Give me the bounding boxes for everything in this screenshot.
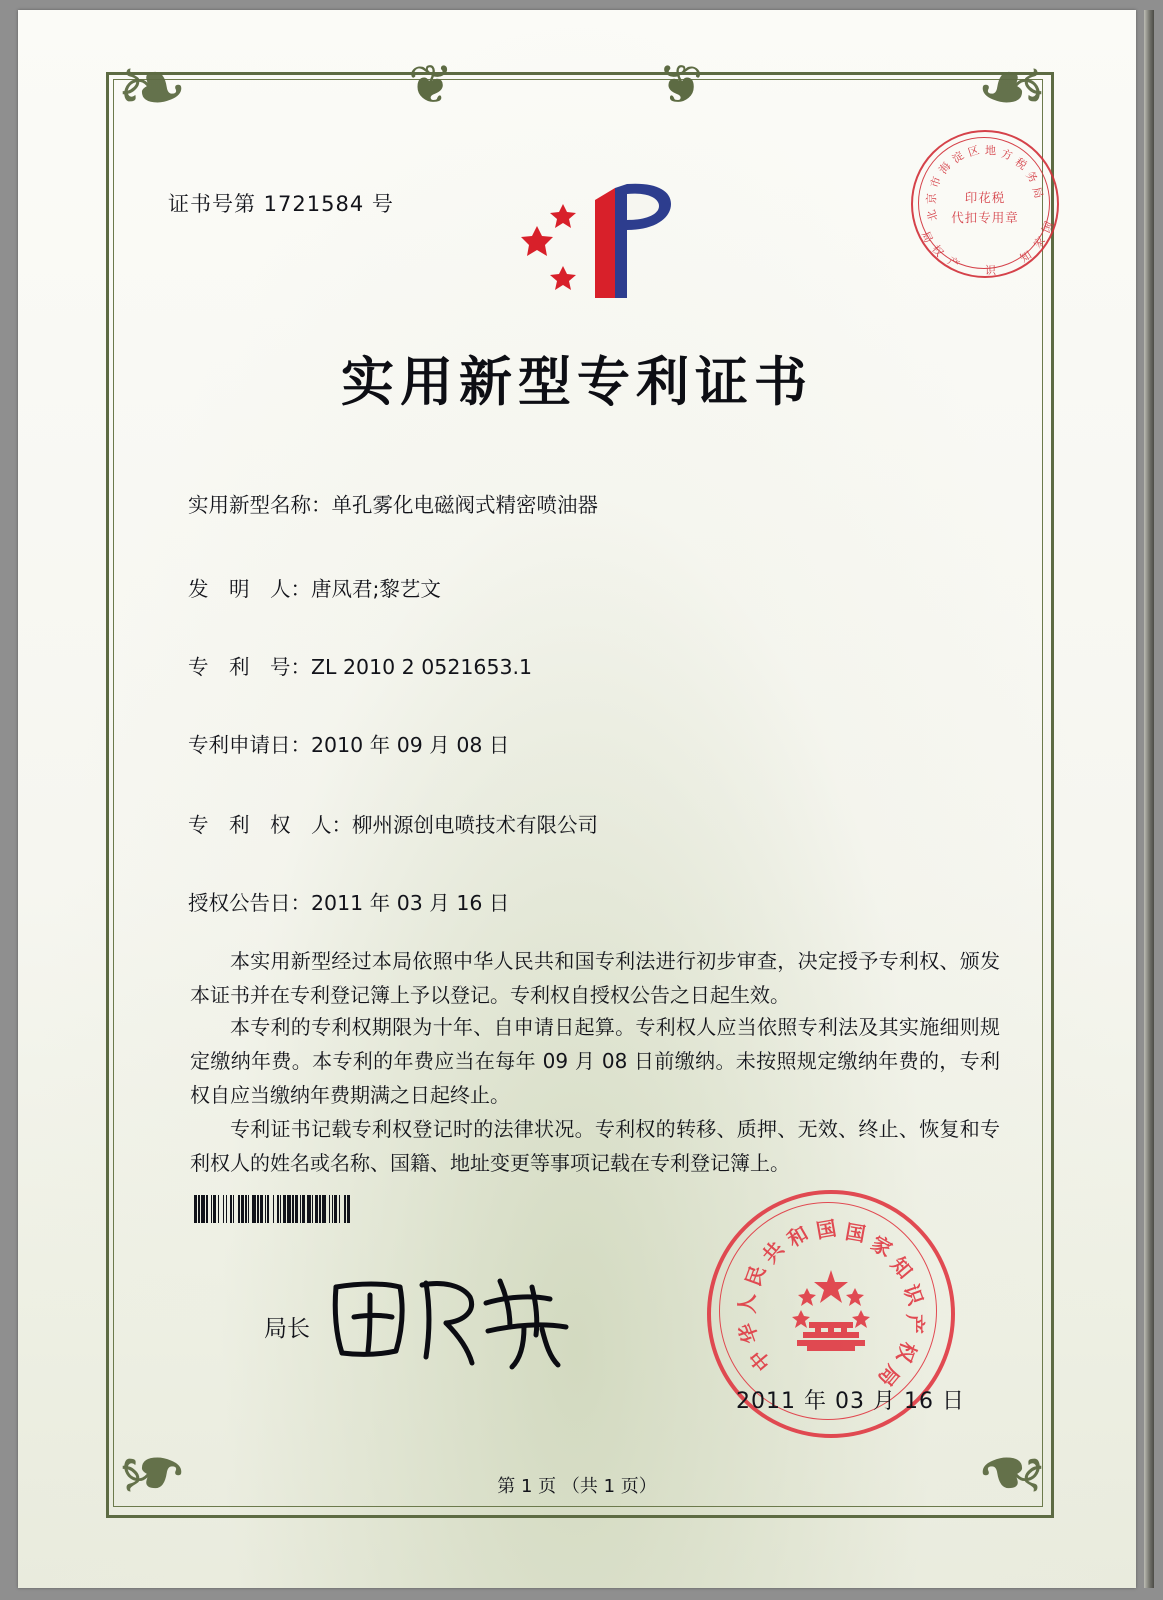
tax-stamp-seal — [911, 130, 1059, 278]
corner-ornament-bottom-right: ❧ — [975, 1422, 1049, 1522]
national-emblem-icon — [781, 1264, 881, 1364]
sipo-logo-icon — [515, 178, 695, 318]
field-label: 发 明 人： — [188, 577, 311, 601]
top-flourish-right: ❦ — [658, 53, 704, 116]
tax-stamp-center-line-2: 代扣专用章 — [951, 210, 1019, 225]
certificate-number: 证书号第 1721584 号 — [168, 192, 394, 216]
field-label: 专 利 权 人： — [188, 813, 352, 837]
corner-ornament-bottom-left: ❧ — [115, 1422, 189, 1522]
national-seal: 中 华 人 民 共 和 国 国 家 知 识 产 权 局 — [707, 1190, 955, 1438]
director-label: 局长 — [264, 1316, 310, 1342]
field-value: 柳州源创电喷技术有限公司 — [352, 813, 598, 837]
field-value: 唐凤君;黎艺文 — [311, 577, 441, 601]
field-patentee — [188, 808, 598, 838]
director-signature — [318, 1265, 588, 1375]
barcode — [194, 1195, 527, 1223]
field-value: 2011 年 03 月 16 日 — [311, 891, 510, 915]
tax-stamp-arc-outer: 北 京 市 海 淀 区 地 方 税 务 局 — [924, 143, 1046, 223]
field-grant-announcement-date — [188, 886, 509, 916]
field-label: 专 利 号： — [188, 655, 311, 679]
field-label: 实用新型名称： — [188, 493, 332, 517]
field-patent-number — [188, 650, 532, 680]
seal-date: 2011 年 03 月 16 日 — [736, 1389, 965, 1414]
top-flourish-left: ❦ — [408, 53, 454, 116]
legal-paragraph: 本专利的专利权期限为十年、自申请日起算。专利权人应当依照专利法及其实施细则规定缴纳年费。本专利的年费应当在每年 09 月 08 日前缴纳。未按照规定缴纳年费的，专利权自应当缴纳年费期满之日起终止。 — [190, 1015, 1000, 1107]
field-inventor — [188, 572, 441, 602]
tax-stamp-center-line-1: 印花税 — [964, 190, 1006, 205]
page-edge — [1144, 10, 1154, 1588]
field-label: 授权公告日： — [188, 891, 311, 915]
field-application-date — [188, 728, 509, 758]
field-utility-model-name — [188, 488, 598, 518]
legal-paragraph: 专利证书记载专利权登记时的法律状况。专利权的转移、质押、无效、终止、恢复和专利权人的姓名或名称、国籍、地址变更等事项记载在专利登记簿上。 — [190, 1117, 1000, 1175]
corner-ornament-top-left: ❧ — [115, 38, 189, 138]
tax-stamp-arc-inner: 国 家 知 识 产 权 局 — [918, 219, 1056, 277]
corner-ornament-top-right: ❧ — [975, 38, 1049, 138]
page-footer: 第 1 页 （共 1 页） — [497, 1476, 657, 1497]
field-label: 专利申请日： — [188, 733, 311, 757]
legal-paragraph: 本实用新型经过本局依照中华人民共和国专利法进行初步审查，决定授予专利权、颁发本证书并在专利登记簿上予以登记。专利权自授权公告之日起生效。 — [190, 949, 1000, 1007]
field-value: 单孔雾化电磁阀式精密喷油器 — [331, 493, 598, 517]
field-value: 2010 年 09 月 08 日 — [311, 733, 510, 757]
certificate-paper — [18, 10, 1136, 1588]
field-value: ZL 2010 2 0521653.1 — [311, 655, 533, 679]
page-title: 实用新型专利证书 — [341, 352, 813, 413]
